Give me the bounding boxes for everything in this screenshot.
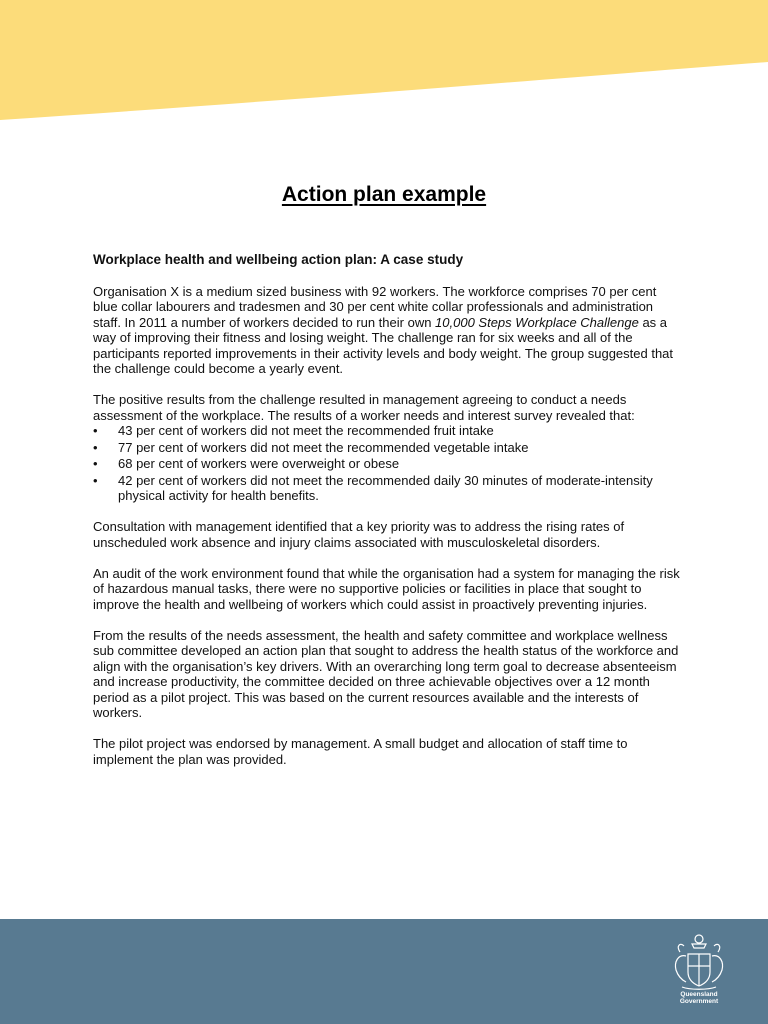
footer-blue-band [0,919,768,1024]
paragraph-intro-italic: 10,000 Steps Workplace Challenge [435,314,639,330]
paragraph-needs-assessment: The positive results from the challenge resulted in management agreeing to conduct a needs assessment of the workplace. The results of a worker needs and interest survey revealed that: [93,392,635,423]
bullet-icon: • [93,472,98,488]
bullet-icon: • [93,439,98,455]
list-item [93,473,683,504]
section-subtitle: Workplace health and wellbeing action plan: A case study [93,252,464,267]
paragraph-intro-part2: as a way of improving their fitness and losing weight. The challenge ran for six weeks and all of the participants reported improvements in their activity levels and body weight. The group suggested that the challenge could become a yearly event. [93,314,674,376]
paragraph-audit: An audit of the work environment found that while the organisation had a system for managing the risk of hazardous manual tasks, there were no supportive policies or facilities in place that sought to improve the health and wellbeing of workers which could assist in proactively preventing injuries. [93,565,680,612]
list-item-text: 77 per cent of workers did not meet the recommended vegetable intake [118,439,529,455]
paragraph-intro [93,284,683,377]
bullet-icon: • [93,456,98,471]
list-item-text: 43 per cent of workers did not meet the recommended fruit intake [118,423,494,438]
paragraph-action-plan: From the results of the needs assessment, the health and safety committee and workplace wellness sub committee developed an action plan that sought to address the health status of the workforce and align with the organisation’s key drivers. With an overarching long term goal to decrease absenteeism and increase productivity, the committee decided on three achievable objectives over a 12 month period as a pilot project. This was based on the current resources available and the interests of workers. [93,627,679,720]
list-item-text: 68 per cent of workers were overweight or obese [118,456,400,471]
yellow-wave-shape [0,0,768,120]
logo-line-queensland: Queensland [680,991,718,998]
list-item-text: 42 per cent of workers did not meet the recommended daily 30 minutes of moderate-intensity physical activity for health benefits. [118,472,653,503]
page-title: Action plan example [281,183,487,206]
paragraph-consultation: Consultation with management identified that a key priority was to address the rising rates of unscheduled work absence and injury claims associated with musculoskeletal disorders. [93,519,625,550]
list-item [93,456,683,472]
paragraph-intro-part1: Organisation X is a medium sized business with 92 workers. The workforce comprises 70 per cent blue collar labourers and tradesmen and 30 per cent white collar professionals and administration staff. In 2011 a number of workers decided to run their own [93,283,657,330]
footer-logo-text [668,991,730,1005]
bullet-icon: • [93,423,98,438]
paragraph-pilot-project: The pilot project was endorsed by management. A small budget and allocation of staff time to implement the plan was provided. [93,736,628,767]
list-item [93,423,683,439]
logo-line-government: Government [679,998,719,1005]
survey-results-list [93,423,683,504]
document-body [93,252,683,783]
header-yellow-band [0,0,768,125]
list-item [93,440,683,456]
